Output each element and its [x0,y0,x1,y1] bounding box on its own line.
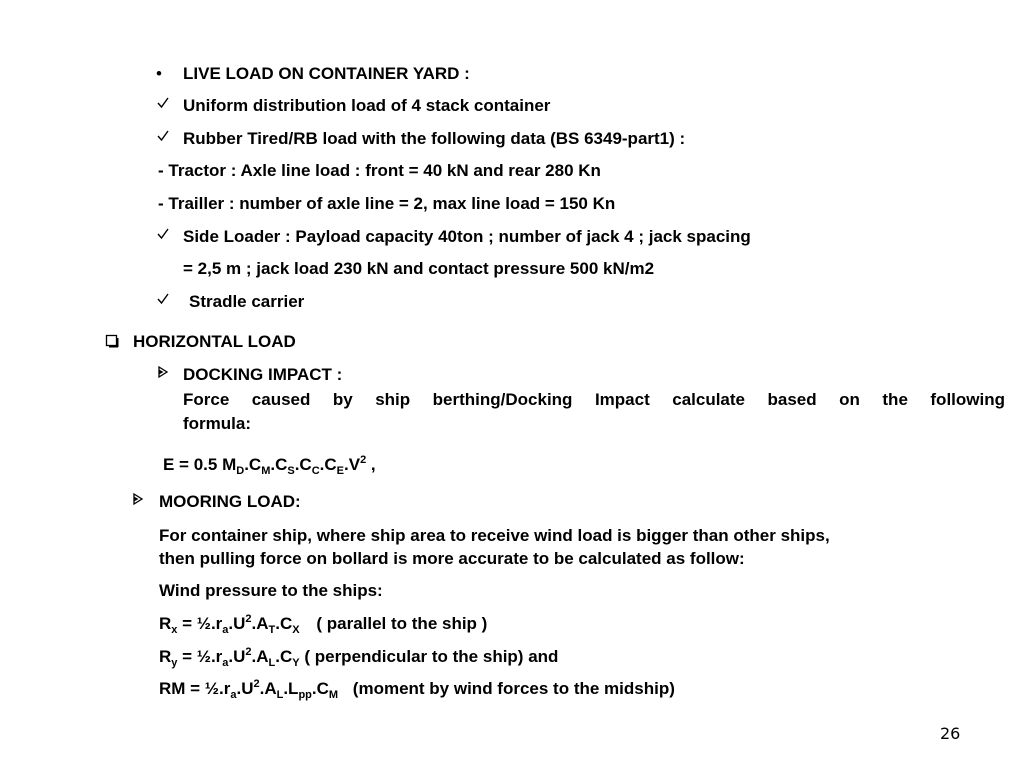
mooring-intro-line-2: then pulling force on bollard is more accurate to be calculated as follow: [159,549,745,568]
checkmark-icon [156,227,170,241]
ry-formula: $R_y$ = $\frac{1}{2}.r_a.U^2.A_L.C_Y$ ( perpendicular to the ship) and [159,646,559,669]
rx-note: ( parallel to the ship ) [316,614,488,633]
mooring-load-heading: MOORING LOAD: [159,492,301,511]
checkmark-icon [156,129,170,143]
trailer-line: - Trailler : number of axle line = 2, max line load = 150 Kn [158,194,616,213]
ry-note: ( perpendicular to the ship) and [299,647,559,666]
tractor-line: - Tractor : Axle line load : front = 40 kN and rear 280 Kn [158,161,601,180]
live-load-item-rubber-tired: Rubber Tired/RB load with the following data (BS 6349-part1) : [183,129,686,148]
live-load-heading: LIVE LOAD ON CONTAINER YARD : [183,64,470,83]
page-number: 26 [940,724,961,743]
mooring-intro-line-1: For container ship, where ship area to receive wind load is bigger than other ships, [159,526,830,545]
stradle-carrier-item: Stradle carrier [189,292,305,311]
rm-note: (moment by wind forces to the midship) [352,679,675,698]
wind-pressure-label: Wind pressure to the ships: [159,581,383,600]
rx-formula: $R_x$ = $\frac{1}{2}.r_a.U^2.A_T.C_X$ ( parallel to the ship ) [159,613,488,636]
docking-impact-heading: DOCKING IMPACT : [183,365,343,384]
side-loader-line-2: = 2,5 m ; jack load 230 kN and contact pressure 500 kN/m2 [183,259,655,278]
arrowhead-icon [156,365,170,379]
side-loader-line-1: Side Loader : Payload capacity 40ton ; number of jack 4 ; jack spacing [183,227,751,246]
docking-impact-text-line-2: formula: [183,414,251,433]
horizontal-load-heading: HORIZONTAL LOAD [133,332,296,351]
checkmark-icon [156,292,170,306]
arrowhead-icon [131,492,145,506]
docking-impact-text-line-1: Force caused by ship berthing/Docking Impact calculate based on the following [183,390,1005,409]
bullet-dot-icon: • [156,64,162,83]
energy-formula: E = 0.5 $M_D.C_M.C_S.C_C.C_E.V^2$ , [163,454,376,477]
checkbox-square-icon [105,334,119,348]
rm-formula: RM = $\frac{1}{2}.r_a.U^2.A_L.L_{pp}.C_M$ (moment by wind forces to the midship) [159,678,675,701]
checkmark-icon [156,96,170,110]
live-load-item-uniform: Uniform distribution load of 4 stack container [183,96,551,115]
